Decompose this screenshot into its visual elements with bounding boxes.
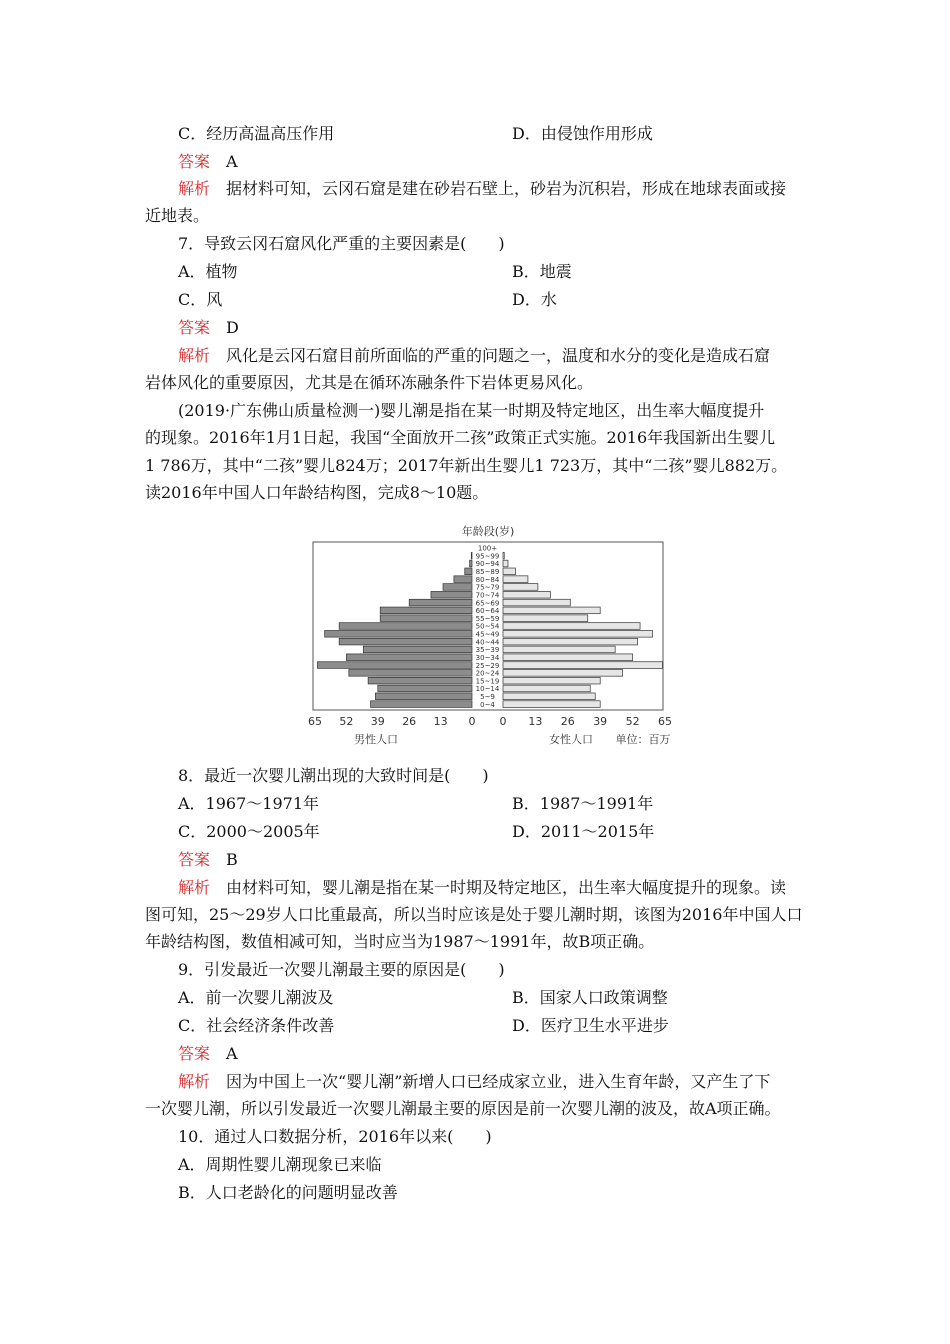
female-bar — [503, 552, 504, 559]
unit-label: 单位：百万 — [615, 733, 671, 746]
population-pyramid-chart — [300, 520, 690, 750]
q9-option-c: C．社会经济条件改善 — [178, 1016, 335, 1035]
age-group-label: 25~29 — [475, 661, 500, 670]
q8-option-c: C．2000～2005年 — [178, 822, 320, 841]
age-group-label: 45~49 — [475, 630, 500, 639]
q7-option-b: B．地震 — [512, 262, 572, 281]
x-tick-label: 26 — [560, 715, 575, 728]
x-tick-label: 39 — [370, 715, 385, 728]
q6-analysis — [178, 179, 786, 199]
q7-analysis-cont: 岩体风化的重要原因，尤其是在循环冻融条件下岩体更易风化。 — [145, 373, 594, 392]
age-group-label: 60~64 — [475, 607, 500, 616]
age-group-label: 90~94 — [475, 560, 500, 569]
q8-option-d: D．2011～2015年 — [512, 822, 655, 841]
q9-stem: 9．引发最近一次婴儿潮最主要的原因是( ) — [178, 960, 505, 979]
female-bar — [503, 646, 615, 653]
q9-answer — [178, 1044, 238, 1064]
q8-analysis-cont-1: 图可知，25～29岁人口比重最高，所以当时应该是处于婴儿潮时期，该图为2016年中国人口 — [145, 905, 803, 924]
female-bar — [503, 591, 550, 598]
female-bar — [503, 623, 640, 630]
age-group-label: 10~14 — [475, 685, 500, 694]
q7-analysis — [178, 346, 770, 366]
x-tick-label: 39 — [593, 715, 608, 728]
x-tick-label: 65 — [658, 715, 672, 728]
age-group-label: 0~4 — [480, 700, 495, 709]
age-group-label: 55~59 — [475, 614, 500, 623]
age-group-label: 15~19 — [475, 677, 500, 686]
age-group-label: 40~44 — [475, 638, 500, 647]
male-bar — [368, 677, 472, 684]
x-tick-label: 0 — [499, 715, 507, 728]
q7-option-d: D．水 — [512, 290, 557, 309]
material-line-3: 1 786万，其中“二孩”婴儿824万；2017年新出生婴儿1 723万，其中“二孩”婴儿882万。 — [145, 456, 788, 475]
x-tick-label: 65 — [308, 715, 322, 728]
male-bar — [378, 685, 472, 692]
q10-option-b: B．人口老龄化的问题明显改善 — [178, 1183, 398, 1202]
q9-option-a: A．前一次婴儿潮波及 — [178, 988, 334, 1007]
female-bar — [503, 560, 508, 567]
female-bar — [503, 670, 623, 677]
female-bar — [503, 638, 638, 645]
q6-answer — [178, 152, 238, 172]
male-bar — [409, 599, 472, 606]
female-bar — [503, 607, 600, 614]
age-group-label: 50~54 — [475, 622, 500, 631]
analysis-text: 由材料可知，婴儿潮是指在某一时期及特定地区，出生率大幅度提升的现象。读 — [226, 878, 787, 897]
q9-analysis-cont: 一次婴儿潮，所以引发最近一次婴儿潮最主要的原因是前一次婴儿潮的波及，故A项正确。 — [145, 1099, 781, 1118]
age-group-label: 85~89 — [475, 568, 500, 577]
female-bar — [503, 693, 595, 700]
male-bar — [471, 552, 472, 559]
analysis-label: 解析 — [178, 179, 211, 198]
q8-analysis-cont-2: 年龄结构图，数值相减可知，当时应当为1987～1991年，故B项正确。 — [145, 932, 655, 951]
male-bar — [339, 623, 472, 630]
male-bar — [317, 662, 472, 669]
x-tick-label: 13 — [433, 715, 448, 728]
x-tick-label: 0 — [468, 715, 476, 728]
male-bar — [349, 670, 472, 677]
q7-option-a: A．植物 — [178, 262, 238, 281]
answer-value: B — [226, 850, 238, 869]
age-group-label: 5~9 — [480, 692, 495, 701]
female-bar — [503, 685, 590, 692]
age-group-label: 95~99 — [475, 552, 500, 561]
q8-option-b: B．1987～1991年 — [512, 794, 654, 813]
age-group-label: 100+ — [477, 544, 498, 553]
chart-title: 年龄段(岁) — [461, 525, 515, 538]
q8-stem: 8．最近一次婴儿潮出现的大致时间是( ) — [178, 766, 489, 785]
q7-stem: 7．导致云冈石窟风化严重的主要因素是( ) — [178, 234, 505, 253]
male-bar — [443, 584, 472, 591]
female-bar — [503, 701, 600, 708]
female-bar — [503, 584, 538, 591]
age-group-label: 20~24 — [475, 669, 500, 678]
male-bar — [380, 607, 472, 614]
analysis-text: 据材料可知，云冈石窟是建在砂岩石壁上，砂岩为沉积岩，形成在地球表面或接 — [226, 179, 787, 198]
material-line-2: 的现象。2016年1月1日起，我国“全面放开二孩”政策正式实施。2016年我国新出生婴儿 — [145, 428, 776, 447]
female-bar — [503, 568, 515, 575]
x-label-male: 男性人口 — [354, 733, 398, 746]
male-bar — [454, 576, 472, 583]
q9-option-b: B．国家人口政策调整 — [512, 988, 668, 1007]
q6-analysis-cont: 近地表。 — [145, 206, 210, 225]
analysis-label: 解析 — [178, 1072, 211, 1091]
male-bar — [325, 631, 472, 638]
male-bar — [339, 638, 472, 645]
q9-analysis — [178, 1072, 770, 1092]
female-bar — [503, 677, 600, 684]
answer-label: 答案 — [178, 318, 211, 337]
male-bar — [371, 701, 472, 708]
answer-label: 答案 — [178, 850, 211, 869]
q10-stem: 10．通过人口数据分析，2016年以来( ) — [178, 1127, 492, 1146]
female-bar — [503, 654, 633, 661]
age-group-label: 65~69 — [475, 599, 500, 608]
male-bar — [380, 615, 472, 622]
q7-answer — [178, 318, 239, 338]
male-bar — [431, 591, 472, 598]
age-group-label: 80~84 — [475, 575, 500, 584]
analysis-label: 解析 — [178, 878, 211, 897]
q7-option-c: C．风 — [178, 290, 223, 309]
answer-value: D — [226, 318, 239, 337]
q6-option-d: D．由侵蚀作用形成 — [512, 124, 653, 143]
x-tick-label: 52 — [625, 715, 640, 728]
material-line-4: 读2016年中国人口年龄结构图，完成8～10题。 — [145, 483, 489, 502]
male-bar — [470, 560, 472, 567]
answer-label: 答案 — [178, 1044, 211, 1063]
age-group-label: 30~34 — [475, 653, 500, 662]
age-group-label: 35~39 — [475, 646, 500, 655]
x-label-female: 女性人口 — [549, 733, 593, 746]
q8-answer — [178, 850, 238, 870]
q9-option-d: D．医疗卫生水平进步 — [512, 1016, 669, 1035]
age-group-label: 70~74 — [475, 591, 500, 600]
male-bar — [346, 654, 472, 661]
answer-label: 答案 — [178, 152, 211, 171]
female-bar — [503, 576, 528, 583]
female-bar — [503, 631, 653, 638]
pyramid-svg — [300, 520, 690, 750]
q10-option-a: A．周期性婴儿潮现象已来临 — [178, 1155, 382, 1174]
male-bar — [375, 693, 472, 700]
material-line-1: (2019·广东佛山质量检测一)婴儿潮是指在某一时期及特定地区，出生率大幅度提升 — [178, 401, 765, 420]
female-bar — [503, 615, 588, 622]
age-group-label: 75~79 — [475, 583, 500, 592]
female-bar — [503, 599, 570, 606]
male-bar — [465, 568, 472, 575]
answer-value: A — [226, 152, 238, 171]
q6-option-c: C．经历高温高压作用 — [178, 124, 335, 143]
male-bar — [363, 646, 472, 653]
analysis-text: 风化是云冈石窟目前所面临的严重的问题之一，温度和水分的变化是造成石窟 — [226, 346, 771, 365]
q8-option-a: A．1967～1971年 — [178, 794, 319, 813]
female-bar — [503, 662, 663, 669]
x-tick-label: 52 — [339, 715, 354, 728]
x-tick-label: 26 — [402, 715, 417, 728]
answer-value: A — [226, 1044, 238, 1063]
x-tick-label: 13 — [528, 715, 543, 728]
analysis-label: 解析 — [178, 346, 211, 365]
analysis-text: 因为中国上一次“婴儿潮”新增人口已经成家立业，进入生育年龄，又产生了下 — [226, 1072, 771, 1091]
q8-analysis — [178, 878, 786, 898]
